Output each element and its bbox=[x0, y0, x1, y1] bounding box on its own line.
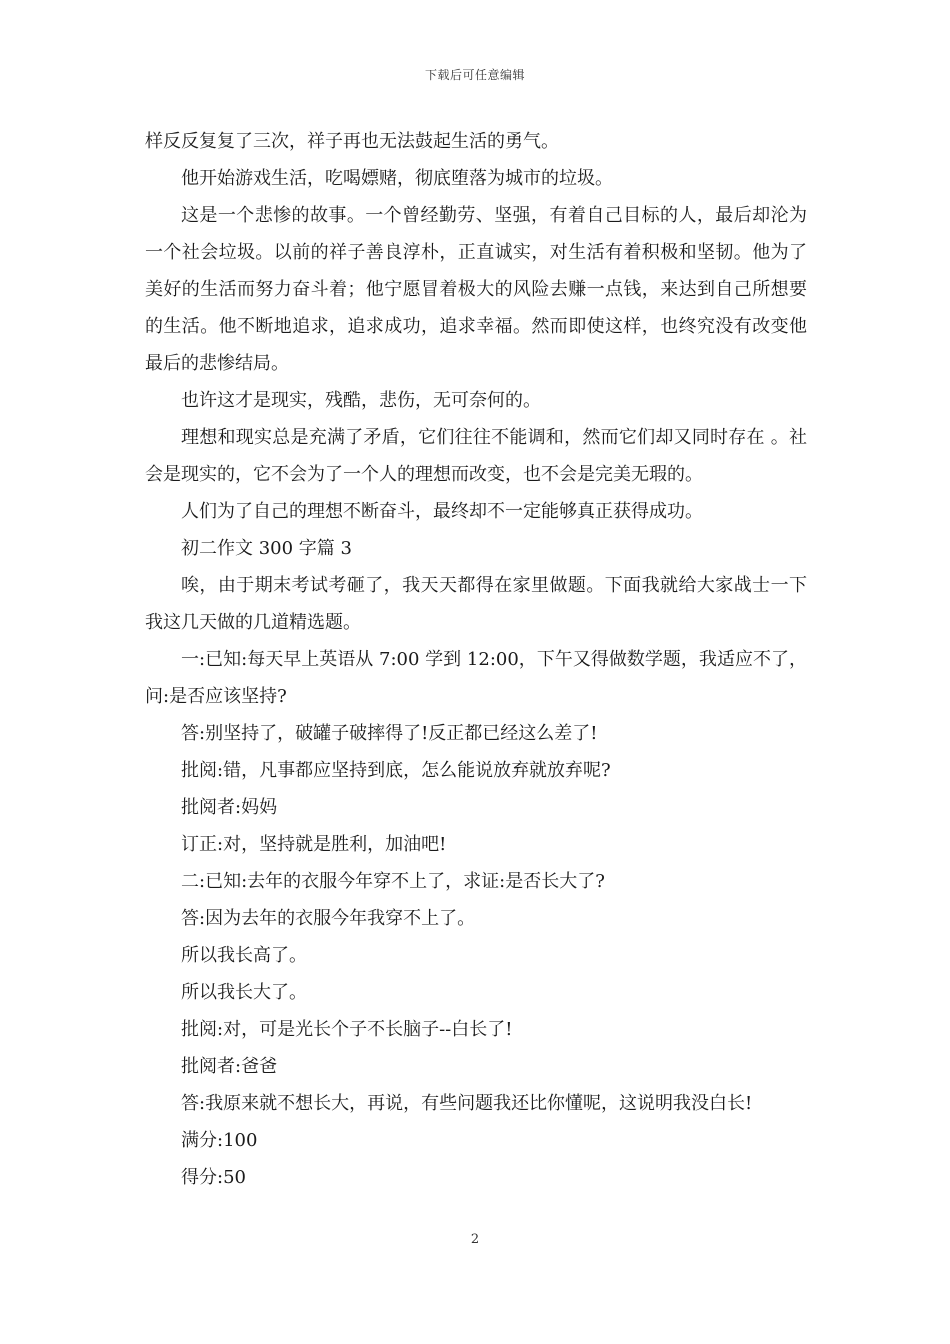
paragraph: 满分:100 bbox=[181, 1130, 258, 1151]
paragraph: 批阅者:妈妈 bbox=[181, 797, 278, 818]
paragraph: 样反反复复了三次，祥子再也无法鼓起生活的勇气。 bbox=[145, 131, 559, 152]
paragraph: 也许这才是现实，残酷，悲伤，无可奈何的。 bbox=[181, 390, 541, 411]
section-heading: 初二作文 300 字篇 3 bbox=[181, 538, 352, 559]
paragraph: 答:我原来就不想长大，再说，有些问题我还比你懂呢，这说明我没白长! bbox=[181, 1093, 753, 1114]
paragraph: 答:别坚持了，破罐子破摔得了!反正都已经这么差了! bbox=[181, 723, 598, 744]
paragraph: 批阅者:爸爸 bbox=[181, 1056, 278, 1077]
paragraph: 所以我长大了。 bbox=[181, 982, 307, 1003]
paragraph: 二:已知:去年的衣服今年穿不上了，求证:是否长大了? bbox=[181, 871, 605, 892]
paragraph: 这是一个悲惨的故事。一个曾经勤劳、坚强，有着自己目标的人，最后却沦为一个社会垃圾。以前的祥子善良淳朴，正直诚实，对生活有着积极和坚韧。他为了美好的生活而努力奋斗着；他宁愿冒着极大的风险去赚一点钱，来达到自己所想要的生活。他不断地追求，追求成功，追求幸福。然而即使这样，也终究没有改变他最后的悲惨结局。 bbox=[145, 205, 807, 374]
paragraph: 批阅:对，可是光长个子不长脑子--白长了! bbox=[181, 1019, 513, 1040]
paragraph: 订正:对，坚持就是胜利，加油吧! bbox=[181, 834, 447, 855]
document-body bbox=[145, 123, 807, 1196]
paragraph: 所以我长高了。 bbox=[181, 945, 307, 966]
paragraph: 理想和现实总是充满了矛盾，它们往往不能调和，然而它们却又同时存在 。社会是现实的，它不会为了一个人的理想而改变，也不会是完美无瑕的。 bbox=[145, 427, 807, 485]
paragraph: 得分:50 bbox=[181, 1167, 246, 1188]
paragraph: 唉，由于期末考试考砸了，我天天都得在家里做题。下面我就给大家战士一下我这几天做的几道精选题。 bbox=[145, 575, 807, 633]
paragraph: 一:已知:每天早上英语从 7:00 学到 12:00，下午又得做数学题，我适应不了，问:是否应该坚持? bbox=[145, 649, 807, 707]
paragraph: 批阅:错，凡事都应坚持到底，怎么能说放弃就放弃呢? bbox=[181, 760, 611, 781]
paragraph: 答:因为去年的衣服今年我穿不上了。 bbox=[181, 908, 476, 929]
paragraph: 他开始游戏生活，吃喝嫖赌，彻底堕落为城市的垃圾。 bbox=[181, 168, 613, 189]
paragraph: 人们为了自己的理想不断奋斗，最终却不一定能够真正获得成功。 bbox=[181, 501, 703, 522]
page-number: 2 bbox=[470, 1232, 480, 1247]
page-header: 下载后可任意编辑 bbox=[424, 68, 525, 82]
